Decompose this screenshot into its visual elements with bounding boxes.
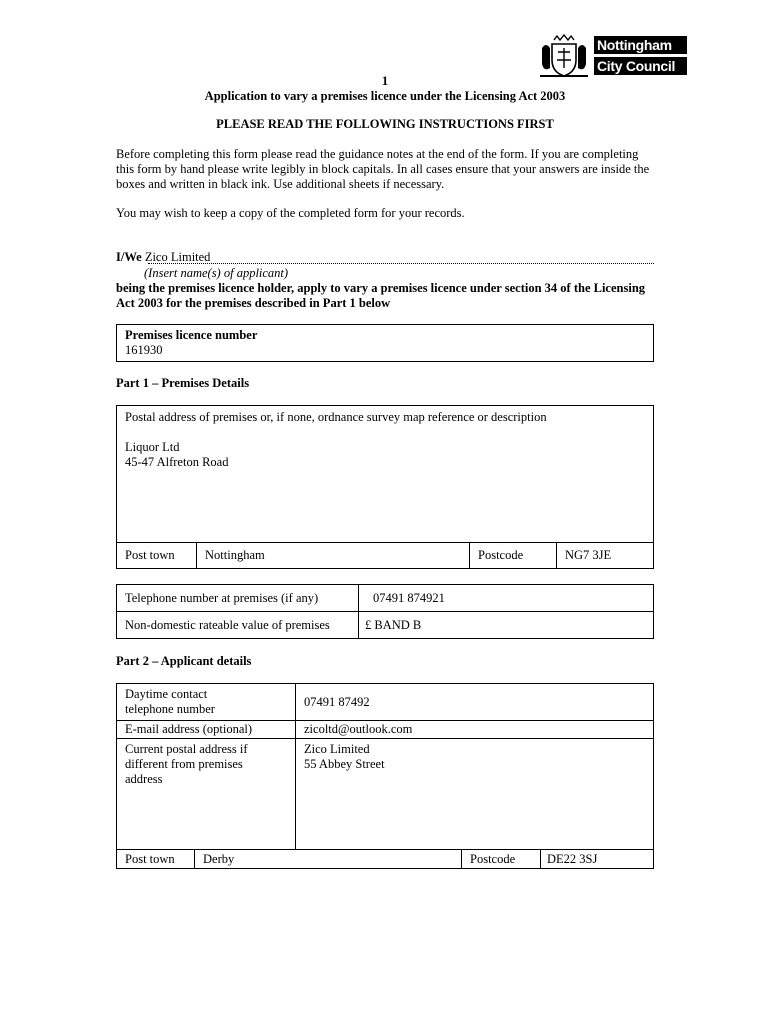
part1-heading: Part 1 – Premises Details (116, 376, 250, 390)
declaration-text: being the premises licence holder, apply to vary a premises licence under section 34 of the Licensing Act 2003 for the premises described in Part 1 below (116, 281, 646, 310)
premises-address-line-1[interactable]: Liquor Ltd (125, 440, 180, 454)
email-value[interactable]: zicoltd@outlook.com (296, 721, 654, 739)
copy-note: You may wish to keep a copy of the completed form for your records. (116, 206, 465, 220)
applicant-dotted-line (148, 263, 654, 264)
premises-postcode-value[interactable]: NG7 3JE (557, 542, 654, 568)
email-label: E-mail address (optional) (117, 721, 296, 739)
applicant-post-town-value[interactable]: Derby (195, 850, 462, 868)
premises-telephone-label: Telephone number at premises (if any) (117, 585, 359, 612)
current-address-label-3: address (125, 772, 163, 786)
premises-post-town-label: Post town (117, 542, 197, 568)
form-title: Application to vary a premises licence under the Licensing Act 2003 (204, 89, 566, 103)
current-address-label-2: different from premises (125, 757, 243, 771)
applicant-details-box (116, 683, 654, 869)
logo-line-1: Nottingham (594, 36, 687, 54)
telephone-rateable-box (116, 584, 654, 639)
licence-number-box (116, 324, 654, 362)
page-number: 1 (381, 74, 389, 88)
applicant-postcode-value[interactable]: DE22 3SJ (547, 851, 598, 866)
daytime-label-1: Daytime contact (125, 687, 208, 701)
rateable-value-label: Non-domestic rateable value of premises (117, 612, 359, 639)
licence-number-value[interactable]: 161930 (125, 343, 163, 357)
applicant-postcode-label: Postcode (462, 850, 541, 868)
part2-heading: Part 2 – Applicant details (116, 654, 252, 668)
daytime-label-2: telephone number (125, 702, 215, 716)
applicant-post-town-label: Post town (117, 850, 195, 868)
current-address-line-2[interactable]: 55 Abbey Street (304, 757, 385, 771)
premises-address-box (116, 405, 654, 569)
logo-line-2: City Council (594, 57, 687, 75)
licence-number-label: Premises licence number (125, 328, 258, 342)
current-address-label-1: Current postal address if (125, 742, 248, 756)
intro-paragraph: Before completing this form please read the guidance notes at the end of the form. If you are completing this form by hand please write legibly in block capitals. In all cases ensure that your answers are inside the boxes and written in black ink. Use additional sheets if necessary. (116, 147, 650, 191)
premises-telephone-value[interactable]: 07491 874921 (359, 585, 654, 612)
premises-address-label: Postal address of premises or, if none, ordnance survey map reference or description (125, 410, 547, 424)
applicant-name[interactable]: Zico Limited (144, 250, 211, 264)
rateable-value-value[interactable]: £ BAND B (359, 612, 654, 639)
premises-post-town-value[interactable]: Nottingham (197, 542, 470, 568)
applicant-label: I/We (116, 250, 142, 264)
premises-postcode-label: Postcode (470, 542, 557, 568)
applicant-hint: (Insert name(s) of applicant) (144, 266, 289, 280)
daytime-telephone-value[interactable]: 07491 87492 (296, 684, 654, 721)
instructions-heading: PLEASE READ THE FOLLOWING INSTRUCTIONS FIRST (216, 117, 554, 131)
current-address-line-1[interactable]: Zico Limited (304, 742, 370, 756)
premises-address-line-2[interactable]: 45-47 Alfreton Road (125, 455, 229, 469)
